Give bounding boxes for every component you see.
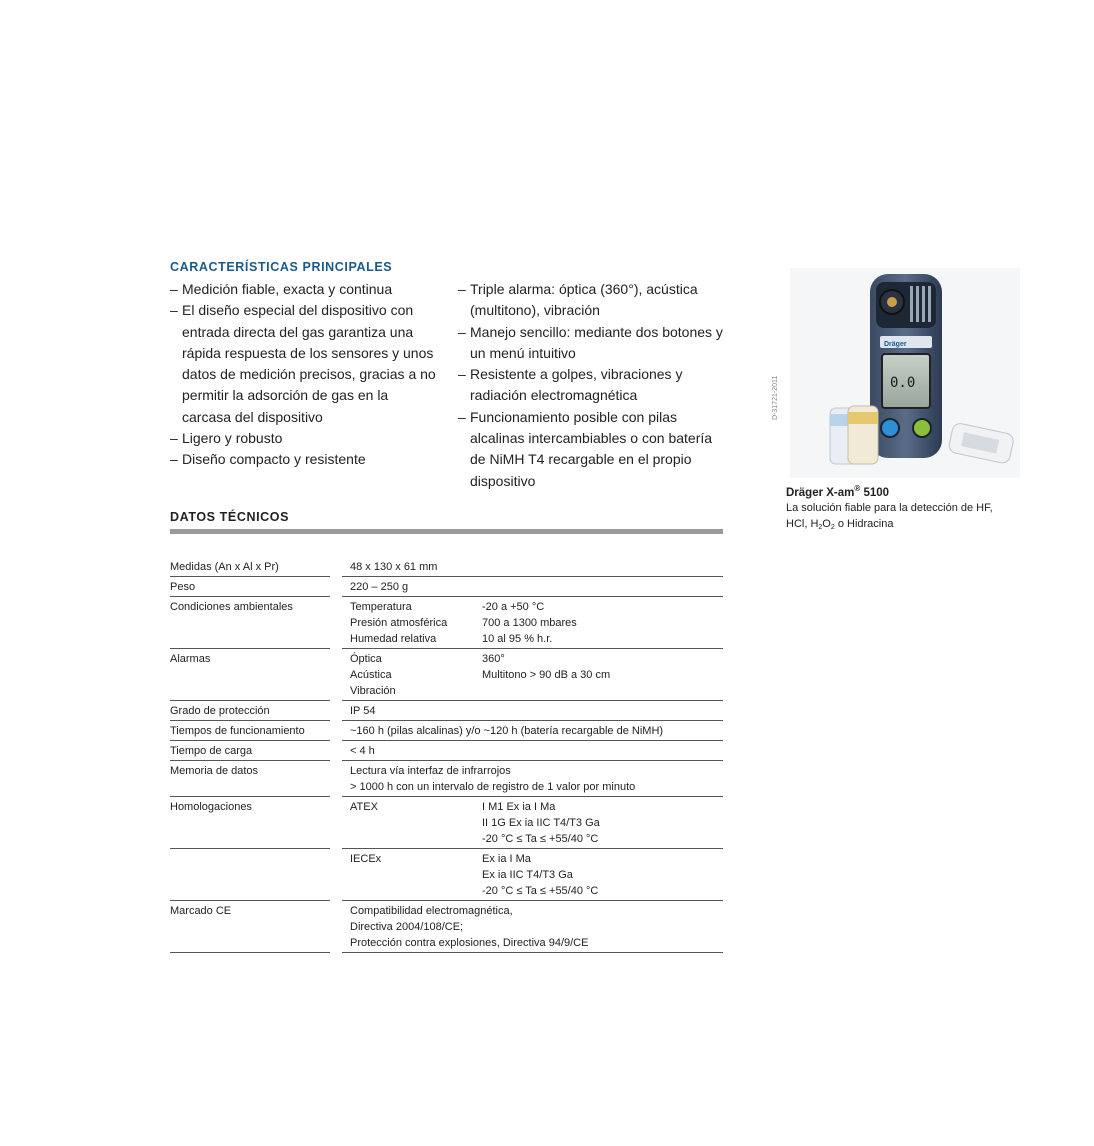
spec-row: [170, 701, 723, 721]
tech-heading: DATOS TÉCNICOS: [170, 510, 290, 524]
spec-key: [350, 883, 482, 899]
spec-detail: -20 °C ≤ Ta ≤ +55/40 °C: [482, 833, 599, 845]
spec-label: Alarmas: [170, 649, 330, 701]
spec-value: [342, 557, 723, 577]
spec-label: Marcado CE: [170, 901, 330, 953]
spec-key: [350, 831, 482, 847]
spec-key: 220 – 250 g: [350, 581, 409, 593]
spec-key: ~160 h (pilas alcalinas) y/o ~120 h (batería recargable de NiMH): [350, 725, 664, 737]
features-list-right: [458, 279, 728, 492]
feature-item: – Manejo sencillo: mediante dos botones y un menú intuitivo: [458, 322, 728, 365]
spec-key: Compatibilidad electromagnética,: [350, 905, 513, 917]
feature-item: – Triple alarma: óptica (360°), acústica (multitono), vibración: [458, 279, 728, 322]
spec-key: Directiva 2004/108/CE;: [350, 921, 464, 933]
spec-detail: Multitono > 90 dB a 30 cm: [482, 669, 611, 681]
spec-value: [342, 761, 723, 797]
spec-detail: 700 a 1300 mbares: [482, 617, 577, 629]
spec-label: [170, 849, 330, 901]
product-photo: [790, 268, 1020, 478]
product-caption-title: Dräger X-am® 5100: [786, 484, 890, 499]
svg-text:0.0: 0.0: [890, 375, 916, 391]
spec-detail: 360°: [482, 653, 505, 665]
spec-value: [342, 849, 723, 901]
spec-label: Homologaciones: [170, 797, 330, 849]
spec-key: 48 x 130 x 61 mm: [350, 561, 438, 573]
spec-row: [170, 901, 723, 953]
spec-value: [342, 901, 723, 953]
spec-detail: 10 al 95 % h.r.: [482, 633, 553, 645]
feature-item: – El diseño especial del dispositivo con entrada directa del gas garantiza una rápida respuesta de los sensores y unos datos de medición precisos, gracias a no permitir la adsorción de gas en la carcasa del dispositivo: [170, 300, 440, 428]
spec-key: [350, 815, 482, 831]
device-button-left: [881, 419, 899, 437]
spec-key: IP 54: [350, 705, 376, 717]
spec-key: Acústica: [350, 669, 392, 681]
photo-credit: D-31721-2011: [772, 375, 779, 420]
svg-text:Dräger: Dräger: [884, 341, 907, 348]
spec-detail: Ex ia I Ma: [482, 853, 531, 865]
spec-key: Lectura vía interfaz de infrarrojos: [350, 765, 511, 777]
gas-detector-illustration: [790, 268, 1020, 478]
spec-value: [342, 797, 723, 849]
product-caption-text: La solución fiable para la detección de HF, HCl, $H_2O_2$ o Hidracina: [786, 502, 993, 531]
spec-row: [170, 761, 723, 797]
spec-key: > 1000 h con un intervalo de registro de 1 valor por minuto: [350, 781, 636, 793]
spec-key: Humedad relativa: [350, 633, 437, 645]
feature-item: – Funcionamiento posible con pilas alcalinas intercambiables o con batería de NiMH T4 recargable en el propio dispositivo: [458, 407, 728, 492]
spec-key: [350, 867, 482, 883]
spec-row: [170, 649, 723, 701]
spec-detail: Ex ia IIC T4/T3 Ga: [482, 869, 573, 881]
features-list-left: [170, 279, 440, 471]
spec-label: Peso: [170, 577, 330, 597]
spec-row: [170, 577, 723, 597]
device-button-right: [913, 419, 931, 437]
tech-heading-rule: [170, 529, 723, 534]
spec-key: ATEX: [350, 801, 378, 813]
spec-value: [342, 741, 723, 761]
spec-key: Protección contra explosiones, Directiva 94/9/CE: [350, 937, 589, 949]
spec-detail: -20 a +50 °C: [482, 601, 545, 613]
spec-table: [170, 557, 723, 953]
spec-row: [170, 849, 723, 901]
spec-value: [342, 649, 723, 701]
spec-detail: -20 °C ≤ Ta ≤ +55/40 °C: [482, 885, 599, 897]
spec-key: Presión atmosférica: [350, 617, 448, 629]
feature-item: – Diseño compacto y resistente: [170, 449, 440, 470]
spec-value: [342, 701, 723, 721]
features-heading: CARACTERÍSTICAS PRINCIPALES: [170, 260, 393, 274]
spec-key: < 4 h: [350, 745, 375, 757]
spec-label: Medidas (An x Al x Pr): [170, 557, 330, 577]
spec-row: [170, 797, 723, 849]
spec-label: Memoria de datos: [170, 761, 330, 797]
spec-value: [342, 721, 723, 741]
spec-detail: II 1G Ex ia IIC T4/T3 Ga: [482, 817, 600, 829]
spec-key: Vibración: [350, 685, 396, 697]
spec-detail: I M1 Ex ia I Ma: [482, 801, 556, 813]
spec-label: Tiempos de funcionamiento: [170, 721, 330, 741]
spec-key: Óptica: [350, 653, 382, 665]
feature-item: – Resistente a golpes, vibraciones y radiación electromagnética: [458, 364, 728, 407]
spec-row: [170, 557, 723, 577]
spec-row: [170, 721, 723, 741]
spec-row: [170, 741, 723, 761]
spec-label: Condiciones ambientales: [170, 597, 330, 649]
spec-label: Grado de protección: [170, 701, 330, 721]
battery-pack: [948, 422, 1015, 464]
feature-item: – Ligero y robusto: [170, 428, 440, 449]
spec-value: [342, 597, 723, 649]
spec-key: IECEx: [350, 853, 382, 865]
spec-row: [170, 597, 723, 649]
spec-key: Temperatura: [350, 601, 412, 613]
feature-item: – Medición fiable, exacta y continua: [170, 279, 440, 300]
spec-value: [342, 577, 723, 597]
spec-label: Tiempo de carga: [170, 741, 330, 761]
